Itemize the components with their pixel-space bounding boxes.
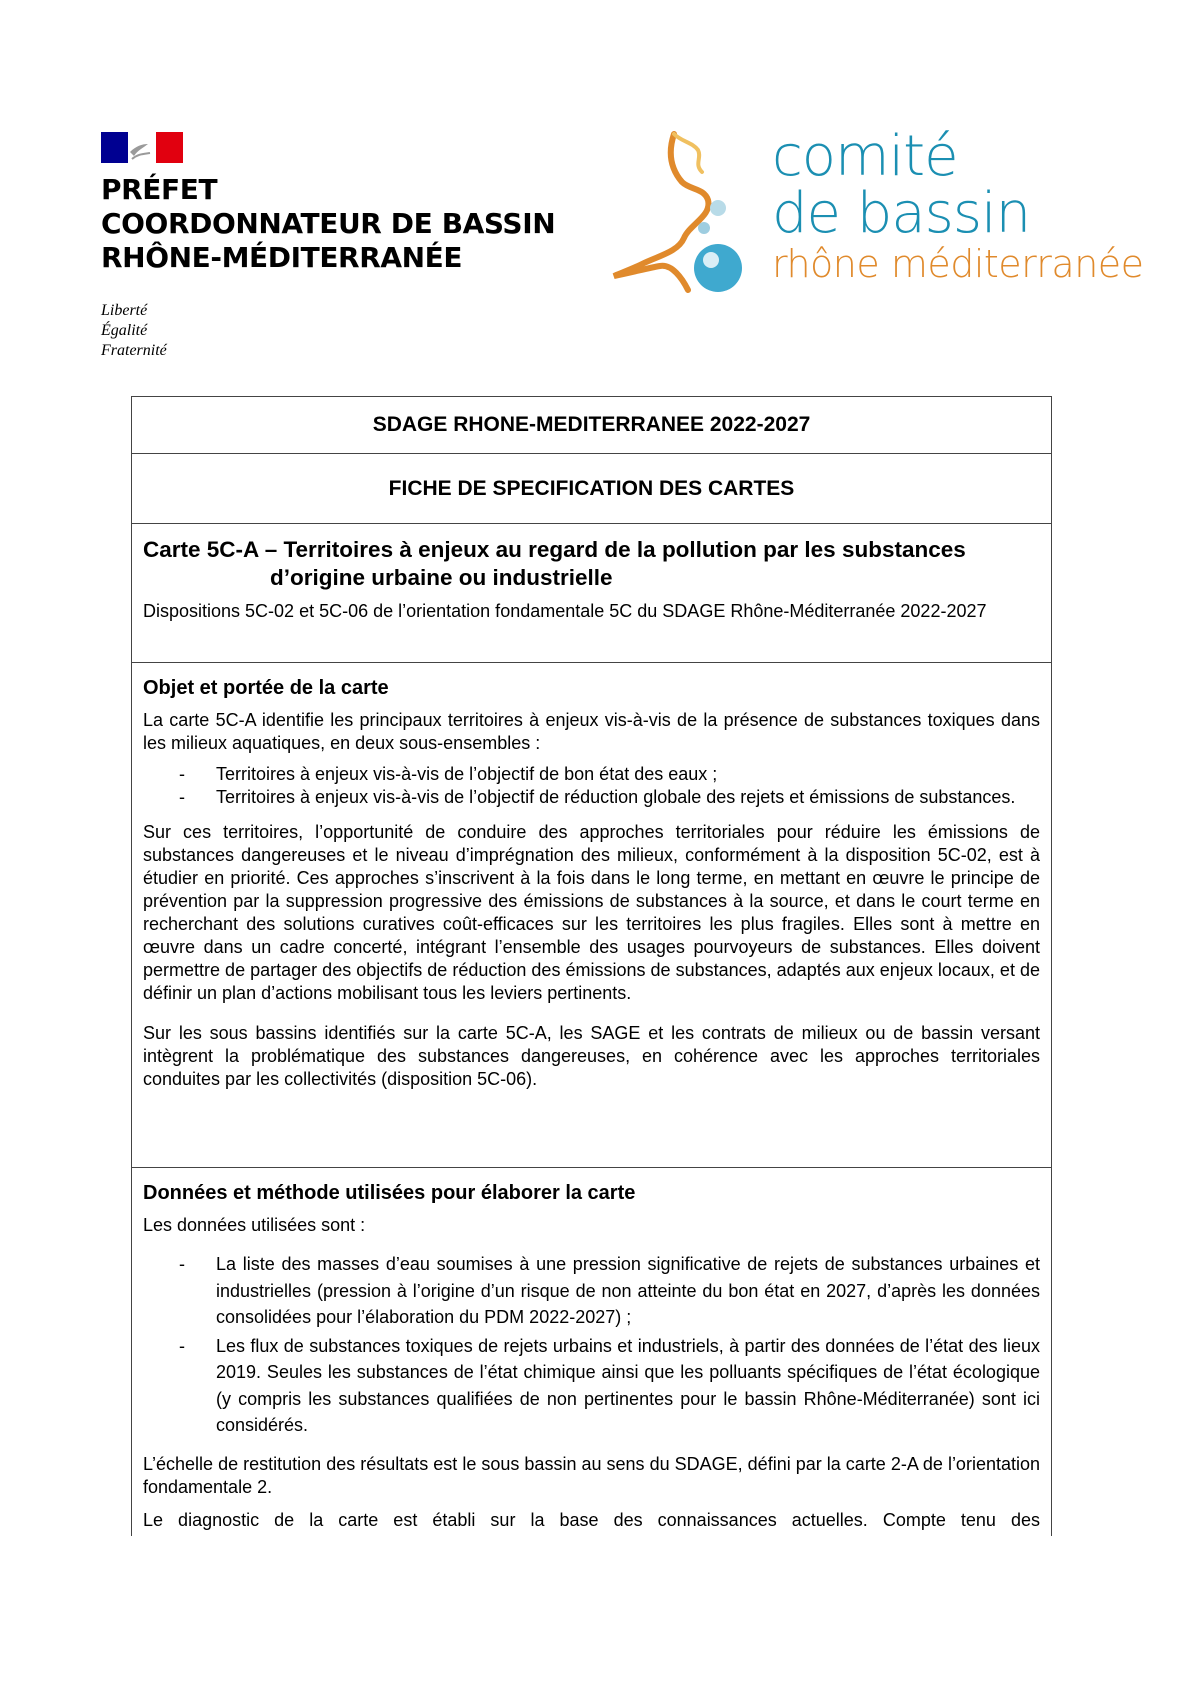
prefet-block <box>101 132 621 361</box>
paragraph: Les données utilisées sont : <box>143 1215 366 1235</box>
doc-subtitle: FICHE DE SPECIFICATION DES CARTES <box>132 454 1051 524</box>
comite-line-1: comité <box>772 124 958 189</box>
comite-line-2: de bassin <box>772 181 1031 246</box>
section-heading: Objet et portée de la carte <box>143 677 389 699</box>
list-item: - La liste des masses d’eau soumises à une pression significative de rejets de substances urbaines et industrielles (pression à l’origine d’un risque de non atteinte du bon état en 2027, d’après les données consolidées pour l’élaboration du PDM 2022-2027) ; <box>179 1254 1040 1327</box>
paragraph: Sur les sous bassins identifiés sur la carte 5C-A, les SAGE et les contrats de milieux ou de bassin versant intègrent la problématique des substances dangereuses, en cohérence avec les approches territoriales conduites par les collectivités (disposition 5C-06). <box>143 1023 1040 1089</box>
bullet-list <box>143 763 1040 809</box>
map-title: Carte 5C-A – Territoires à enjeux au regard de la pollution par les substances d’origine urbaine ou industrielle <box>143 537 966 590</box>
doc-title: SDAGE RHONE-MEDITERRANEE 2022-2027 <box>132 397 1051 454</box>
section-heading: Données et méthode utilisées pour élaborer la carte <box>143 1182 636 1204</box>
map-dispositions: Dispositions 5C-02 et 5C-06 de l’orientation fondamentale 5C du SDAGE Rhône-Méditerranée 2022-2027 <box>143 601 987 621</box>
marianne-flag-logo <box>101 132 183 163</box>
bullet-list <box>143 1251 1040 1439</box>
paragraph: Le diagnostic de la carte est établi sur la base des connaissances actuelles. Compte tenu des <box>143 1509 1040 1530</box>
list-item: - Les flux de substances toxiques de rejets urbains et industriels, à partir des données de l’état des lieux 2019. Seules les substances de l’état chimique ainsi que les polluants spécifiques de l’état écologique (y compris les substances qualifiées de non pertinentes pour le bassin Rhône-Méditerranée) sont ici considérés. <box>179 1335 1040 1435</box>
list-item: - Territoires à enjeux vis-à-vis de l’objectif de bon état des eaux ; <box>179 764 718 784</box>
specification-table <box>131 396 1052 1536</box>
prefet-title: PRÉFET COORDONNATEUR DE BASSIN RHÔNE-MÉDITERRANÉE <box>101 173 556 274</box>
basin-map-icon <box>612 128 782 298</box>
section-objet <box>132 663 1051 1168</box>
map-header <box>132 524 1051 663</box>
republic-motto: Liberté Égalité Fraternité <box>101 302 167 359</box>
paragraph: Sur ces territoires, l’opportunité de conduire des approches territoriales pour réduire les émissions de substances dangereuses et le niveau d’imprégnation des milieux, conformément à la disposition 5C-02, est à étudier en priorité. Ces approches s’inscrivent à la fois dans le long terme, en mettant en œuvre le principe de prévention par la suppression progressive des émissions de substances à la source, et dans le court terme en recherchant des solutions curatives coût-efficaces sur les territoires les plus fragiles. Elles sont à mettre en œuvre dans un cadre concerté, intégrant l’ensemble des usages pourvoyeurs de substances. Elles doivent permettre de partager des objectifs de réduction des émissions de substances, adaptés aux enjeux locaux, et de définir un plan d’actions mobilisant tous les leviers pertinents. <box>143 822 1040 1003</box>
section-donnees <box>132 1168 1051 1532</box>
comite-line-3: rhône méditerranée <box>772 242 1144 286</box>
paragraph: L’échelle de restitution des résultats est le sous bassin au sens du SDAGE, défini par la carte 2-A de l’orientation fondamentale 2. <box>143 1453 1040 1497</box>
comite-de-bassin-logo <box>612 124 1152 298</box>
paragraph: La carte 5C-A identifie les principaux territoires à enjeux vis-à-vis de la présence de substances toxiques dans les milieux aquatiques, en deux sous-ensembles : <box>143 710 1040 753</box>
list-item: - Territoires à enjeux vis-à-vis de l’objectif de réduction globale des rejets et émissions de substances. <box>179 787 1016 807</box>
